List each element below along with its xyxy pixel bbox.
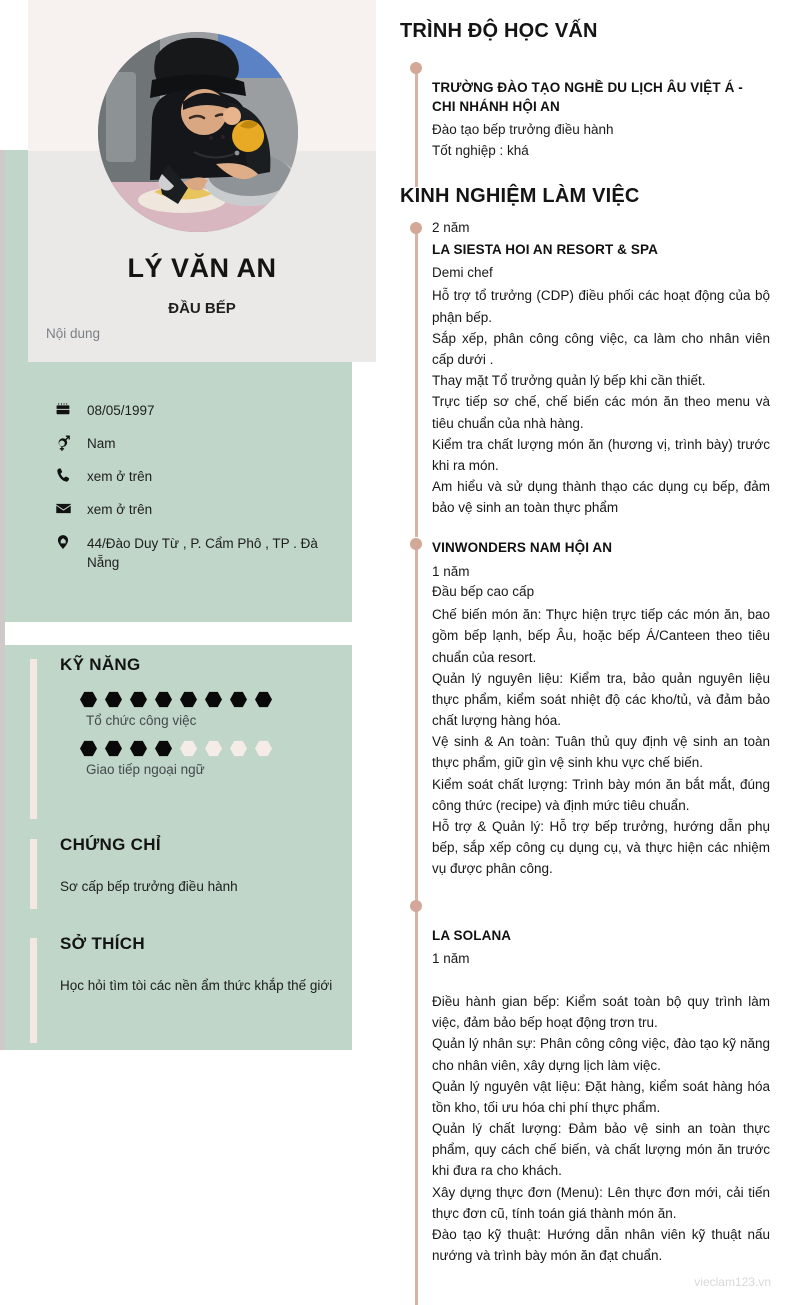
section-title-skills: KỸ NĂNG xyxy=(60,655,141,674)
contact-list xyxy=(52,400,342,585)
skill-item xyxy=(60,740,350,777)
section-interests xyxy=(30,934,350,997)
desc-line: Kiểm tra chất lượng món ăn (hương vị, trình bày) trước khi ra món. xyxy=(432,436,770,473)
experience-duration: 1 năm xyxy=(432,950,470,966)
section-experience xyxy=(400,185,770,1266)
skill-item xyxy=(60,691,350,728)
desc-line: Đào tạo kỹ thuật: Hướng dẫn nhân viên kỹ thuật nấu nướng và trình bày món ăn đạt chuẩn. xyxy=(432,1227,770,1264)
experience-description xyxy=(432,285,770,518)
skill-dot xyxy=(80,740,97,757)
desc-line: Am hiểu và sử dụng thành thạo các dụng cụ bếp, đảm bảo vệ sinh an toàn thực phẩm xyxy=(432,479,770,516)
section-accent-bar xyxy=(30,938,37,1043)
contact-value: 44/Đào Duy Từ , P. Cẩm Phô , TP . Đà Nẵng xyxy=(87,535,318,570)
birthday-cake-icon xyxy=(52,400,74,418)
skill-rating xyxy=(60,740,350,757)
interests-body: Học hỏi tìm tòi các nền ẩm thức khắp thế giới xyxy=(60,978,333,993)
desc-line: Sắp xếp, phân công công việc, ca làm cho nhân viên cấp dưới . xyxy=(432,330,770,367)
contact-item-email xyxy=(52,499,342,519)
experience-description xyxy=(432,604,770,879)
experience-duration: 1 năm xyxy=(432,563,470,579)
education-timeline xyxy=(400,60,770,161)
profile-summary: Nội dung xyxy=(46,326,101,341)
skill-dot xyxy=(130,740,147,757)
page-title: LÝ VĂN AN xyxy=(127,253,277,283)
timeline-line xyxy=(415,543,418,913)
desc-line: Hỗ trợ & Quản lý: Hỗ trợ bếp trưởng, hướng dẫn phụ bếp, sắp xếp công cụ dụng cụ, và thực hiện các nhiệm vụ được phân công. xyxy=(432,819,770,877)
section-certificates xyxy=(30,835,350,898)
timeline-line xyxy=(415,67,418,187)
job-title: ĐẦU BẾP xyxy=(168,300,236,317)
experience-org: LA SOLANA xyxy=(432,927,512,943)
section-title-education: TRÌNH ĐỘ HỌC VẤN xyxy=(400,20,598,42)
section-education xyxy=(400,20,770,161)
skill-dot xyxy=(155,740,172,757)
experience-entry xyxy=(400,536,770,879)
contact-value: 08/05/1997 xyxy=(87,403,155,418)
watermark: vieclam123.vn xyxy=(694,1275,771,1289)
desc-line: Quản lý chất lượng: Đảm bảo vệ sinh an toàn thực phẩm, quy cách chế biến, và chất lượng món ăn trước khi đưa ra cho khách. xyxy=(432,1121,770,1179)
skill-dot xyxy=(105,740,122,757)
skill-dot xyxy=(230,691,247,708)
timeline-dot xyxy=(410,538,422,550)
experience-entry xyxy=(400,898,770,1267)
desc-line: Điều hành gian bếp: Kiểm soát toàn bộ quy trình làm việc, đảm bảo bếp hoạt động trơn tru. xyxy=(432,993,770,1031)
experience-entry xyxy=(400,220,770,518)
contact-item-address xyxy=(52,533,342,572)
skill-dot xyxy=(205,740,222,757)
gender-icon xyxy=(52,433,74,451)
contact-item-gender xyxy=(52,433,342,453)
skill-label: Tổ chức công việc xyxy=(86,713,197,728)
skill-dot xyxy=(205,691,222,708)
desc-line: Hỗ trợ tổ trưởng (CDP) điều phối các hoạt động của bộ phận bếp. xyxy=(432,288,770,325)
section-accent-bar xyxy=(30,839,37,909)
skill-dot xyxy=(255,740,272,757)
certificates-body: Sơ cấp bếp trưởng điều hành xyxy=(60,879,238,894)
timeline-line xyxy=(415,905,418,1305)
experience-role: Đầu bếp cao cấp xyxy=(432,583,535,599)
timeline-dot xyxy=(410,62,422,74)
skills-list xyxy=(60,691,350,777)
skill-dot xyxy=(80,691,97,708)
experience-org: VINWONDERS NAM HỘI AN xyxy=(432,540,613,556)
education-result: Tốt nghiệp : khá xyxy=(432,142,529,158)
timeline-dot xyxy=(410,900,422,912)
skill-dot xyxy=(130,691,147,708)
skill-dot xyxy=(255,691,272,708)
skill-dot xyxy=(105,691,122,708)
location-pin-icon xyxy=(52,533,74,551)
desc-line: Quản lý nhân sự: Phân công công việc, đào tạo kỹ năng cho nhân viên, xây dựng lịch làm việc. xyxy=(432,1036,770,1073)
desc-line: Vệ sinh & An toàn: Tuân thủ quy định vệ sinh an toàn thực phẩm, giữ gìn vệ sinh khu vực chế biến. xyxy=(432,734,770,771)
left-column xyxy=(0,0,392,1301)
section-title-certificates: CHỨNG CHỈ xyxy=(60,835,161,854)
desc-line: Thay mặt Tổ trưởng quản lý bếp khi cần thiết. xyxy=(432,373,706,389)
phone-icon xyxy=(52,466,74,484)
skill-dot xyxy=(230,740,247,757)
education-entry xyxy=(432,60,770,161)
contact-value: Nam xyxy=(87,436,116,452)
contact-value: xem ở trên xyxy=(87,469,153,485)
education-org: TRƯỜNG ĐÀO TẠO NGHỀ DU LỊCH ÂU VIỆT Á - CHI NHÁNH HỘI AN xyxy=(432,80,743,115)
timeline-dot xyxy=(410,222,422,234)
experience-org: LA SIESTA HOI AN RESORT & SPA xyxy=(432,242,658,257)
experience-role: Demi chef xyxy=(432,265,493,281)
desc-line: Xây dựng thực đơn (Menu): Lên thực đơn mới, cải tiến thực đơn cũ, tính toán giá thành món ăn. xyxy=(432,1184,770,1221)
email-icon xyxy=(52,499,74,517)
contact-item-birthday xyxy=(52,400,342,420)
skill-dot xyxy=(180,691,197,708)
contact-item-phone xyxy=(52,466,342,486)
section-title-experience: KINH NGHIỆM LÀM VIỆC xyxy=(400,185,640,207)
right-column xyxy=(392,0,785,1301)
contact-value: xem ở trên xyxy=(87,502,153,518)
section-title-interests: SỞ THÍCH xyxy=(60,934,145,953)
experience-duration: 2 năm xyxy=(432,220,470,235)
desc-line: Kiểm soát chất lượng: Trình bày món ăn bắt mắt, đúng công thức (recipe) và định mức tiêu chuẩn. xyxy=(432,776,770,813)
education-program: Đào tạo bếp trưởng điều hành xyxy=(432,122,614,138)
desc-line: Chế biến món ăn: Thực hiện trực tiếp các món ăn, bao gồm bếp lạnh, bếp Âu, hoặc bếp Á/Canteen theo tiêu chuẩn của resort. xyxy=(432,607,770,665)
timeline-line xyxy=(415,227,418,537)
section-skills xyxy=(30,655,350,789)
desc-line: Quản lý nguyên liệu: Kiểm tra, bảo quản nguyên liệu thực phẩm, kiểm soát nhiệt độ các kho/tủ, và đảm bảo chất lượng hàng hóa. xyxy=(432,670,770,729)
skill-rating xyxy=(60,691,350,708)
skill-dot xyxy=(155,691,172,708)
experience-description xyxy=(432,991,770,1266)
desc-line: Quản lý nguyên vật liệu: Đặt hàng, kiểm soát hàng hóa tồn kho, tối ưu hóa chi phí thực phẩm. xyxy=(432,1078,770,1115)
skill-dot xyxy=(180,740,197,757)
section-accent-bar xyxy=(30,659,37,819)
avatar xyxy=(98,32,298,232)
desc-line: Trực tiếp sơ chế, chế biến các món ăn theo menu và tiêu chuẩn của nhà hàng. xyxy=(432,394,770,431)
skill-label: Giao tiếp ngoại ngữ xyxy=(86,762,205,777)
